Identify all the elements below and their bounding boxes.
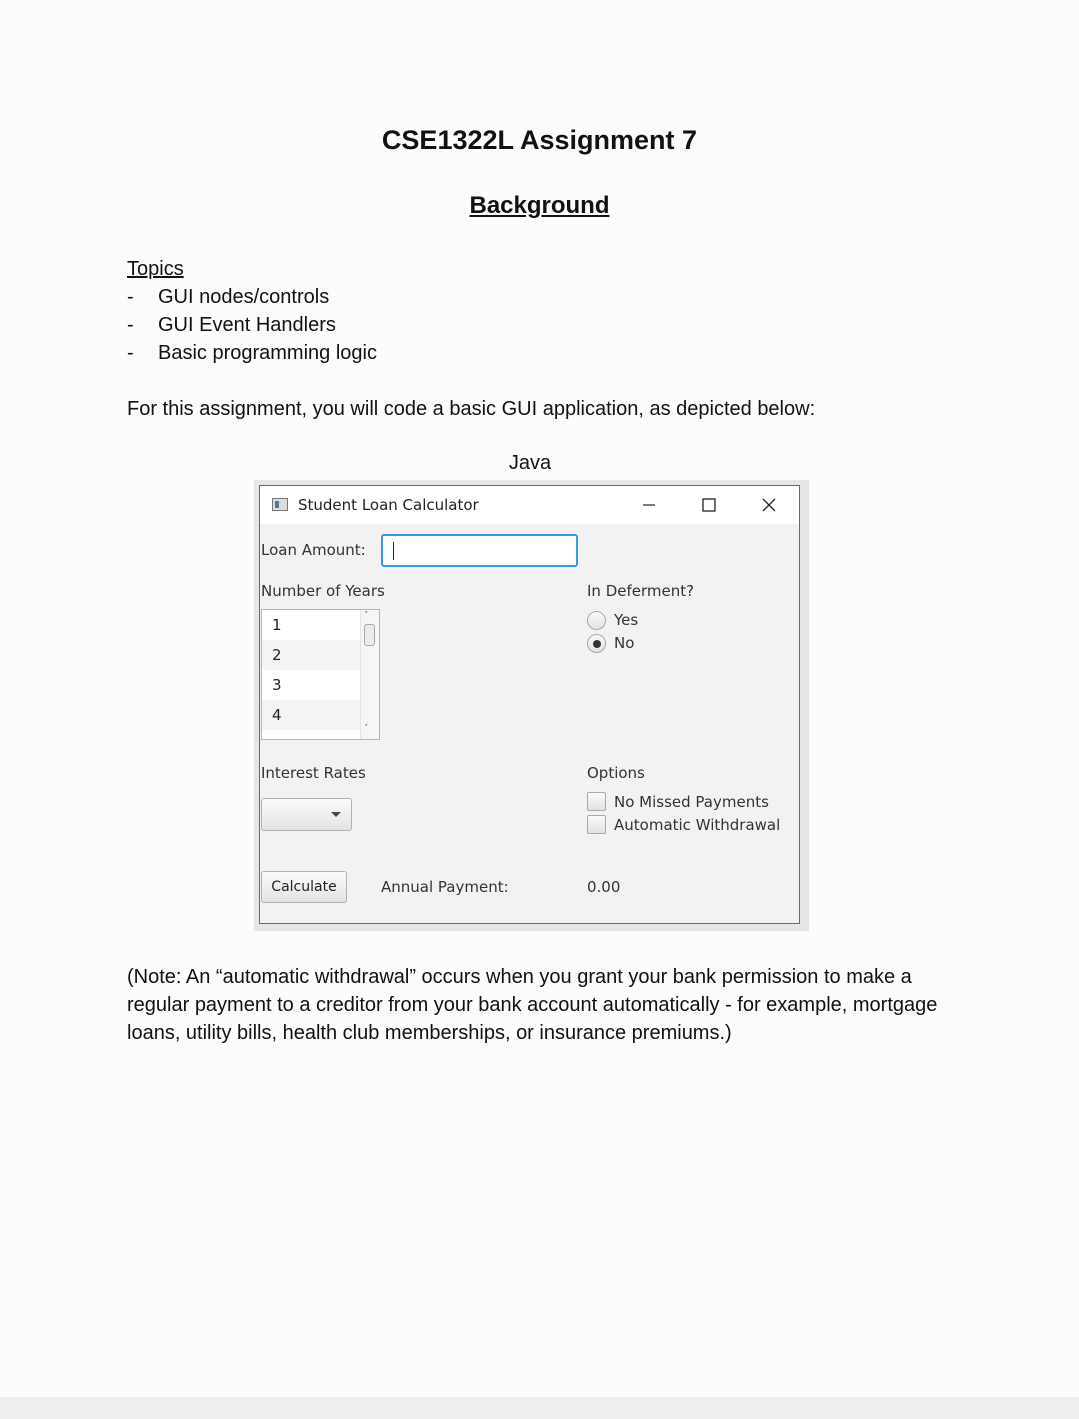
scrollbar-thumb[interactable] [364, 624, 375, 646]
interest-rate-combobox[interactable] [261, 798, 352, 831]
minimize-icon [642, 498, 656, 512]
document-title: CSE1322L Assignment 7 [381, 125, 698, 155]
section-heading: Background [469, 192, 610, 219]
loan-amount-label: Loan Amount: [261, 541, 366, 559]
deferment-yes-radio[interactable] [587, 611, 606, 630]
scroll-up-icon[interactable]: ˄ [364, 611, 369, 621]
list-item[interactable]: 4 [262, 700, 362, 730]
app-window [259, 485, 800, 924]
close-icon [762, 498, 776, 512]
chevron-down-icon [331, 812, 341, 817]
minimize-button[interactable] [626, 490, 672, 520]
years-list[interactable] [261, 609, 380, 740]
title-bar[interactable] [260, 486, 799, 524]
page-footer-bar [0, 1397, 1079, 1419]
years-label: Number of Years [261, 582, 385, 600]
options-label: Options [587, 764, 645, 782]
intro-paragraph: For this assignment, you will code a basic GUI application, as depicted below: [127, 398, 816, 420]
no-missed-payments-checkbox[interactable] [587, 792, 606, 811]
list-item[interactable]: 2 [262, 640, 362, 670]
no-missed-payments-label[interactable]: No Missed Payments [614, 793, 769, 811]
deferment-no-radio[interactable] [587, 634, 606, 653]
maximize-button[interactable] [686, 490, 732, 520]
calculate-button[interactable]: Calculate [261, 871, 347, 903]
note-paragraph: (Note: An “automatic withdrawal” occurs when you grant your bank permission to make a regular payment to a creditor from your bank account automatically - for example, mortgage loans, utility bills, health club memberships, or insurance premiums.) [127, 966, 938, 1044]
close-button[interactable] [746, 490, 792, 520]
automatic-withdrawal-label[interactable]: Automatic Withdrawal [614, 816, 781, 834]
window-title: Student Loan Calculator [298, 496, 479, 514]
list-item[interactable]: 3 [262, 670, 362, 700]
app-window-icon [272, 498, 288, 511]
deferment-label: In Deferment? [587, 582, 695, 600]
automatic-withdrawal-checkbox[interactable] [587, 815, 606, 834]
annual-payment-label: Annual Payment: [381, 878, 509, 896]
topic-item: - Basic programming logic [127, 342, 377, 364]
scroll-down-icon[interactable]: ˅ [364, 724, 369, 734]
list-scrollbar[interactable] [360, 610, 379, 739]
topic-item: - GUI Event Handlers [127, 314, 336, 336]
maximize-icon [702, 498, 716, 512]
list-item[interactable]: 1 [262, 610, 362, 640]
deferment-no-label[interactable]: No [614, 634, 635, 652]
loan-amount-input[interactable] [381, 534, 578, 567]
text-caret [393, 542, 394, 560]
topic-item: - GUI nodes/controls [127, 286, 330, 308]
radio-selected-dot [593, 640, 601, 648]
interest-label: Interest Rates [261, 764, 366, 782]
deferment-yes-label[interactable]: Yes [614, 611, 639, 629]
figure-caption: Java [508, 452, 552, 474]
annual-payment-value: 0.00 [587, 878, 621, 896]
topics-heading: Topics [127, 258, 184, 280]
